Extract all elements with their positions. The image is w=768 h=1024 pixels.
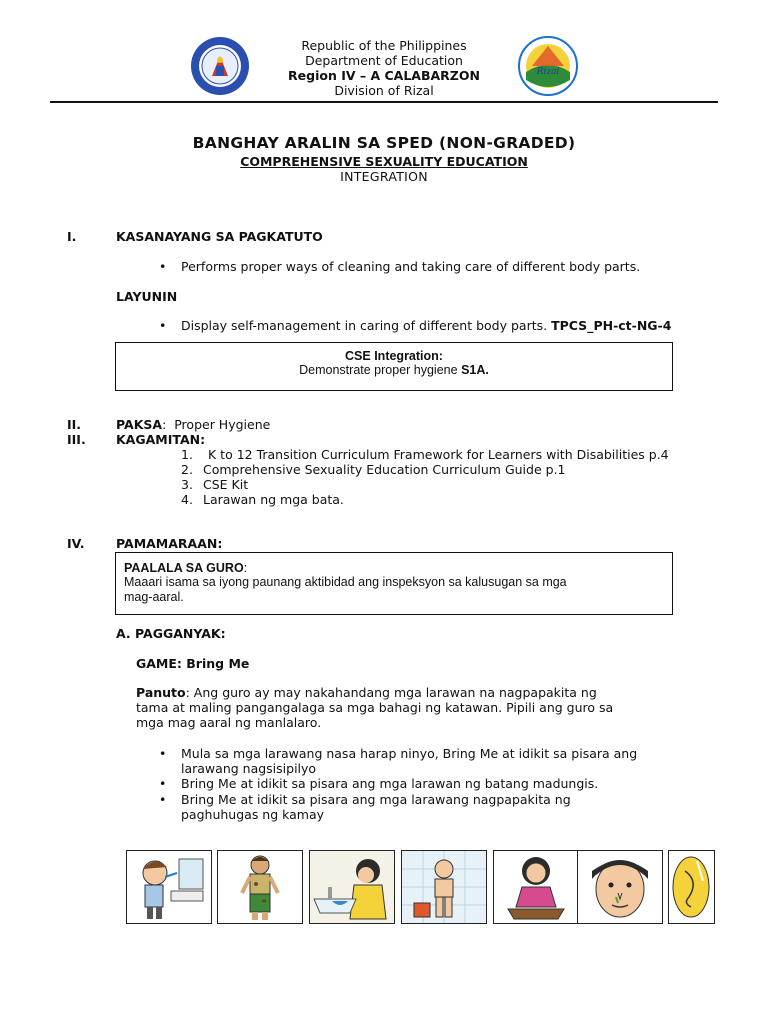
child-bathing-icon	[401, 850, 487, 924]
document-subtitle: COMPREHENSIVE SEXUALITY EDUCATION	[240, 154, 528, 169]
girl-sitting-icon	[493, 850, 579, 924]
layunin-heading: LAYUNIN	[116, 289, 178, 304]
paalala-colon: :	[243, 561, 248, 575]
section-4-heading: PAMAMARAAN:	[116, 536, 223, 551]
section-3-number: III.	[67, 432, 86, 447]
section-1-bullet: • Performs proper ways of cleaning and taking care of different body parts.	[181, 259, 640, 274]
layunin-code: TPCS_PH-ct-NG-4	[551, 318, 672, 333]
section-2-heading: PAKSA	[116, 417, 163, 432]
child-brushing-teeth-icon	[126, 850, 212, 924]
dirty-child-icon	[217, 850, 303, 924]
pagganyak-bullet-2: • Bring Me at idikit sa pisara ang mga larawan ng batang madungis.	[181, 776, 598, 791]
layunin-text: Display self-management in caring of different body parts.	[181, 318, 548, 333]
ear-cleaning-icon	[668, 850, 715, 924]
seal-center-text: Rizal	[536, 67, 560, 77]
cse-integration-box	[115, 342, 673, 391]
pagganyak-heading: A. PAGGANYAK:	[116, 626, 226, 641]
section-1-heading: KASANAYANG SA PAGKATUTO	[116, 229, 323, 244]
pagganyak-bullet-3-line-2: paghuhugas ng kamay	[181, 807, 325, 822]
panuto-label: Panuto	[136, 685, 186, 700]
material-3-number: 3.	[181, 477, 193, 492]
material-4-number: 4.	[181, 492, 193, 507]
paalala-text-line-1: Maaari isama sa iyong paunang aktibidad ang inspeksyon sa kalusugan sa mga	[124, 575, 567, 589]
panuto-line-3: mga mag aaral ng manlalaro.	[136, 715, 322, 730]
section-3-heading: KAGAMITAN:	[116, 432, 206, 447]
boy-face-icon	[577, 850, 663, 924]
section-2-number: II.	[67, 417, 82, 432]
layunin-bullet	[181, 318, 671, 333]
section-2-text: Proper Hygiene	[174, 417, 271, 432]
document-subtitle-2: INTEGRATION	[340, 169, 428, 184]
section-1-number: I.	[67, 229, 77, 244]
header-region: Region IV – A CALABARZON	[288, 68, 480, 83]
material-2-number: 2.	[181, 462, 193, 477]
paalala-heading: PAALALA SA GURO	[124, 561, 244, 575]
material-3-text: CSE Kit	[203, 477, 249, 492]
panuto-line-1	[136, 685, 597, 700]
panuto-text-1: : Ang guro ay may nakahandang mga larawan na nagpapakita ng	[185, 685, 597, 700]
header-division: Division of Rizal	[334, 83, 434, 98]
panuto-line-2: tama at maling pangangalaga sa mga bahagi ng katawan. Pipili ang guro sa	[136, 700, 614, 715]
material-4-text: Larawan ng mga bata.	[203, 492, 344, 507]
pagganyak-bullet-1-line-2: larawang nagsisipilyo	[181, 761, 317, 776]
child-washing-hands-icon	[309, 850, 395, 924]
document-title: BANGHAY ARALIN SA SPED (NON-GRADED)	[192, 134, 576, 152]
header-department: Department of Education	[305, 53, 463, 68]
cse-text-body: Demonstrate proper hygiene	[299, 363, 458, 377]
material-1-text: K to 12 Transition Curriculum Framework for Learners with Disabilities p.4	[208, 447, 669, 462]
material-1-number: 1.	[181, 447, 193, 462]
header-divider	[50, 101, 718, 103]
material-2-text: Comprehensive Sexuality Education Curriculum Guide p.1	[203, 462, 566, 477]
pagganyak-bullet-3-line-1: • Bring Me at idikit sa pisara ang mga larawang nagpapakita ng	[181, 792, 571, 807]
paalala-text-line-2: mag-aaral.	[124, 590, 184, 604]
game-label: GAME: Bring Me	[136, 656, 250, 671]
paalala-box	[115, 552, 673, 615]
pagganyak-bullet-1-line-1: • Mula sa mga larawang nasa harap ninyo, Bring Me at idikit sa pisara ang	[181, 746, 637, 761]
cse-code: S1A.	[461, 363, 489, 377]
section-2-line	[116, 417, 270, 432]
cse-heading: CSE Integration:	[345, 349, 443, 363]
header-country: Republic of the Philippines	[301, 38, 467, 53]
paalala-heading-line	[124, 561, 672, 575]
section-4-number: IV.	[67, 536, 85, 551]
section-2-colon: :	[162, 417, 167, 432]
cse-text	[116, 363, 672, 377]
